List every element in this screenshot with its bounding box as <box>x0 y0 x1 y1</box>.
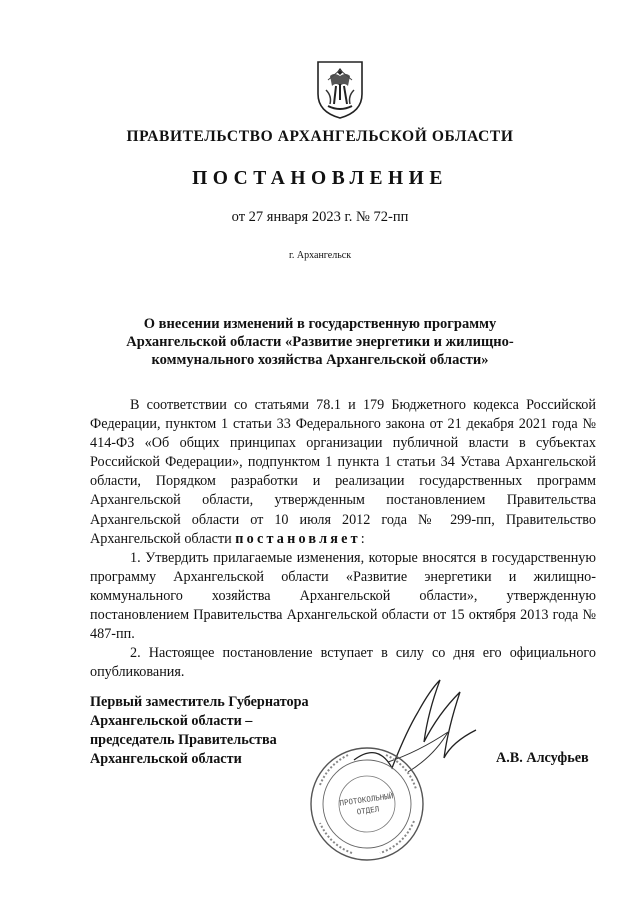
subject-line: Архангельской области «Развитие энергетики и жилищно- <box>126 334 514 350</box>
decree-word: постановляет <box>235 530 361 547</box>
date-number: от 27 января 2023 г. № 72-пп <box>231 209 409 225</box>
organization-title: ПРАВИТЕЛЬСТВО АРХАНГЕЛЬСКОЙ ОБЛАСТИ <box>126 128 514 145</box>
city: г. Архангельск <box>288 250 352 261</box>
preamble-text: В соответствии со статьями 78.1 и 179 Бюджетного кодекса Российской Федерации, пунктом 1 статьи 33 Федерального закона от 21 декабря 2021 года № 414-ФЗ «Об общих принципах организации публичной власти в субъектах Российской Федерации», подпунктом 1 пункта 1 статьи 34 Устава Архангельской области, Порядком разработки и реализации государственных программ Архангельской области, утвержденным постановлением Правительства Архангельской области от 10 июля 2012 года № 299-пп, Правительство Архангельской области <box>90 397 596 547</box>
official-stamp-icon <box>308 745 426 863</box>
signer-name: А.В. Алсуфьев <box>496 750 589 766</box>
preamble-paragraph <box>90 396 596 549</box>
subject-line: коммунального хозяйства Архангельской области» <box>151 352 489 368</box>
signer-title-line: Первый заместитель Губернатора <box>90 694 309 710</box>
signer-title-line: Архангельской области <box>90 751 242 768</box>
signer-title-line: Архангельской области – <box>90 713 253 730</box>
coat-of-arms-icon <box>314 60 366 120</box>
stamp-text-line2: ОТДЕЛ <box>356 804 380 817</box>
signer-title-line: председатель Правительства <box>90 732 277 749</box>
subject-heading <box>0 315 640 369</box>
document-type: ПОСТАНОВЛЕНИЕ <box>192 168 448 189</box>
document-body <box>90 396 596 682</box>
subject-line: О внесении изменений в государственную программу <box>143 316 497 332</box>
item-paragraph: 1. Утвердить прилагаемые изменения, которые вносятся в государственную программу Архангельской области «Развитие энергетики и жилищно-коммунального хозяйства Архангельской области», утвержденную постановлением Правительства Архангельской области от 15 октября 2013 года № 487-пп. <box>90 549 596 643</box>
stamp-text-line1: ПРОТОКОЛЬНЫЙ <box>338 791 394 808</box>
decree-colon: : <box>360 530 365 547</box>
item-paragraph: 2. Настоящее постановление вступает в силу со дня его официального опубликования. <box>90 645 596 681</box>
signer-title <box>90 693 309 769</box>
